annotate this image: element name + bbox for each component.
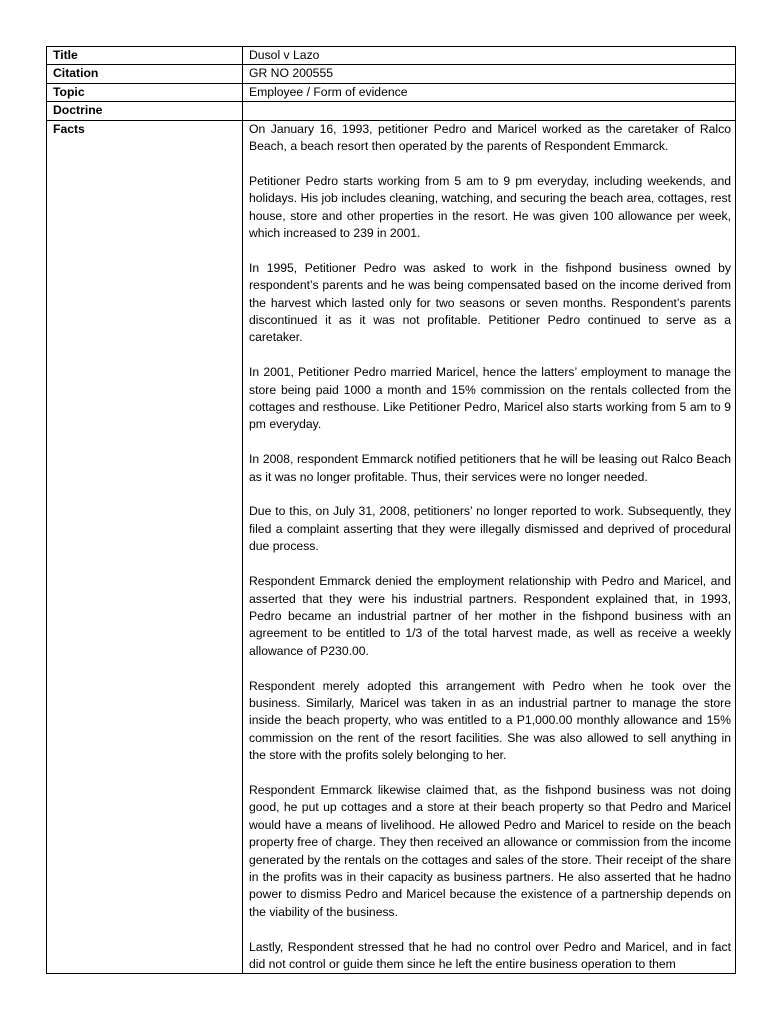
facts-body <box>243 120 736 974</box>
facts-paragraph: In 2001, Petitioner Pedro married Maricel, hence the latters’ employment to manage the store being paid 1000 a month and 15% commission on the rentals collected from the cottages and resthouse. Like Petitioner Pedro, Maricel also starts working from 5 am to 9 pm everyday. <box>249 365 731 432</box>
title-row <box>47 47 736 65</box>
case-digest-table <box>46 46 736 974</box>
doctrine-row <box>47 102 736 120</box>
doctrine-value <box>243 102 736 120</box>
facts-paragraph: Due to this, on July 31, 2008, petitioners’ no longer reported to work. Subsequently, they filed a complaint asserting that they were illegally dismissed and deprived of procedural due process. <box>249 504 731 554</box>
facts-paragraph: Lastly, Respondent stressed that he had no control over Pedro and Maricel, and in fact did not control or guide them since he left the entire business operation to them <box>249 939 731 971</box>
facts-paragraph: Petitioner Pedro starts working from 5 am to 9 pm everyday, including weekends, and holidays. His job includes cleaning, watching, and securing the beach area, cottages, rest house, store and other properties in the resort. He was given 100 allowance per week, which increased to 239 in 2001. <box>249 173 731 241</box>
facts-row <box>47 120 736 974</box>
facts-paragraph: In 1995, Petitioner Pedro was asked to work in the fishpond business owned by respondent’s parents and he was being compensated based on the income derived from the harvest which lasted only for two seasons or seven months. Respondent’s parents discontinued it as it was not profitable. Petitioner Pedro continued to serve as a caretaker. <box>249 260 731 345</box>
doctrine-label: Doctrine <box>47 102 243 120</box>
citation-label: Citation <box>47 65 243 83</box>
citation-row <box>47 65 736 83</box>
title-value: Dusol v Lazo <box>243 47 736 65</box>
citation-value: GR NO 200555 <box>243 65 736 83</box>
facts-label: Facts <box>47 120 243 974</box>
topic-row <box>47 83 736 101</box>
facts-paragraph: Respondent Emmarck likewise claimed that, as the fishpond business was not doing good, he put up cottages and a store at their beach property so that Pedro and Maricel would have a means of livelihood. He allowed Pedro and Maricel to reside on the beach property free of charge. They then received an allowance or commission from the income generated by the rentals on the cottages and sales of the store. Their receipt of the share in the profits was in their capacity as business partners. He also asserted that he hadno power to dismiss Pedro and Maricel because the existence of a partnership depends on the viability of the business. <box>249 782 731 919</box>
title-label: Title <box>47 47 243 65</box>
topic-value: Employee / Form of evidence <box>243 83 736 101</box>
facts-paragraph: On January 16, 1993, petitioner Pedro and Maricel worked as the caretaker of Ralco Beach, a beach resort then operated by the parents of Respondent Emmarck. <box>249 121 731 154</box>
facts-paragraph: Respondent merely adopted this arrangement with Pedro when he took over the business. Similarly, Maricel was taken in as an industrial partner to manage the store inside the beach property, who was entitled to a P1,000.00 monthly allowance and 15% commission on the rent of the resort facilities. She was also allowed to sell anything in the store with the profits solely belonging to her. <box>249 678 731 763</box>
topic-label: Topic <box>47 83 243 101</box>
facts-paragraph: Respondent Emmarck denied the employment relationship with Pedro and Maricel, and asserted that they were his industrial partners. Respondent explained that, in 1993, Pedro became an industrial partner of her mother in the fishpond business with an agreement to be entitled to 1/3 of the total harvest made, as well as receive a weekly allowance of P230.00. <box>249 574 731 658</box>
facts-paragraph: In 2008, respondent Emmarck notified petitioners that he will be leasing out Ralco Beach as it was no longer profitable. Thus, their services were no longer needed. <box>249 452 731 484</box>
